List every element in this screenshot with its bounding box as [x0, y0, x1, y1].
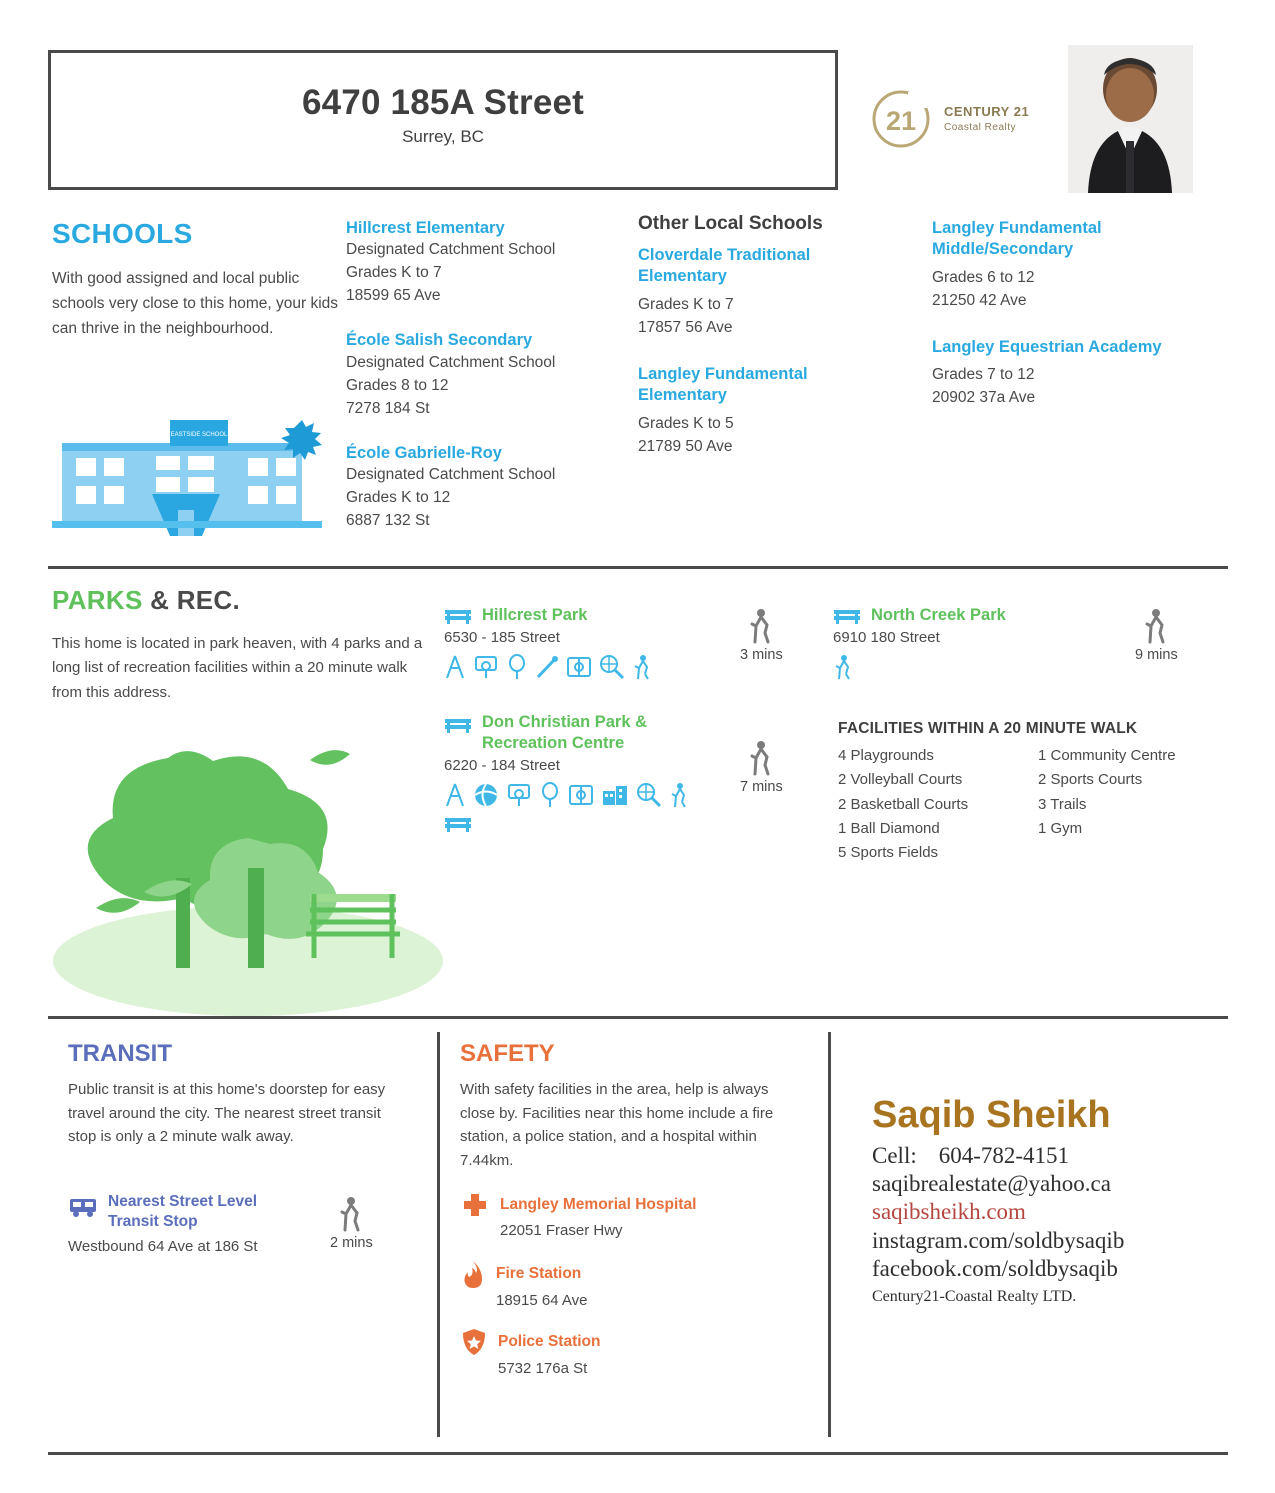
page-title: 6470 185A Street: [301, 83, 585, 122]
other-schools-heading: Other Local Schools: [638, 213, 823, 234]
school-address: 7278 184 St: [346, 399, 430, 417]
facility-item: 1 Community Centre: [1038, 747, 1176, 764]
agent-contact-block: [872, 1096, 1212, 1308]
tennis-court-icon: [599, 654, 625, 680]
school-name: École Gabrielle-Roy: [346, 443, 502, 462]
walk-minutes: 2 mins: [330, 1235, 373, 1251]
walk-time-donchristian: [740, 740, 783, 795]
transit-heading: TRANSIT: [68, 1040, 172, 1067]
school-address: 6887 132 St: [346, 511, 430, 529]
divider-schools-parks: [48, 566, 1228, 569]
school-illustration: [52, 398, 322, 548]
agent-website[interactable]: saqibsheikh.com: [872, 1198, 1026, 1224]
school-name: Langley Equestrian Academy: [932, 337, 1162, 356]
school-entry: [638, 364, 888, 459]
park-illustration: [48, 718, 448, 1018]
person-activity-icon: [833, 654, 853, 680]
cell-number[interactable]: 604-782-4151: [938, 1142, 1070, 1168]
facility-item: 3 Trails: [1038, 795, 1087, 813]
facilities-heading: FACILITIES WITHIN A 20 MINUTE WALK: [838, 720, 1138, 737]
agent-email[interactable]: saqibrealestate@yahoo.ca: [872, 1170, 1111, 1196]
park-amenity-icons: [833, 654, 1083, 680]
divider-parks-transit: [48, 1016, 1228, 1019]
facility-item: 4 Playgrounds: [838, 747, 934, 764]
parks-heading-bold: PARKS: [52, 585, 143, 615]
facility-item: 2 Basketball Courts: [838, 795, 969, 813]
facilities-column-left: [838, 744, 1038, 865]
park-address: 6910 180 Street: [833, 629, 940, 647]
basketball-hoop-icon: [506, 782, 532, 808]
school-entry: [932, 337, 1222, 410]
safety-entry-police: [462, 1328, 792, 1379]
parks-heading-rest: & REC.: [142, 585, 241, 615]
playground-icon: [444, 782, 466, 808]
school-address: 18599 65 Ave: [346, 287, 441, 305]
safety-intro: With safety facilities in the area, help is always close by. Facilities near this home include a fire station, a police station, and a hospital within 7.44km.: [460, 1081, 774, 1170]
transit-stop-address: Westbound 64 Ave at 186 St: [68, 1238, 258, 1256]
safety-facility-address: 5732 176a St: [498, 1360, 588, 1377]
school-name: Cloverdale Traditional Elementary: [638, 246, 811, 286]
volleyball-icon: [473, 782, 499, 808]
school-address: 21789 50 Ave: [638, 437, 733, 455]
school-name: Langley Fundamental Elementary: [638, 364, 808, 405]
school-entry: [638, 245, 888, 340]
school-grades: Grades K to 5: [638, 414, 734, 432]
bus-icon: [68, 1196, 98, 1218]
school-name: Hillcrest Elementary: [346, 219, 505, 237]
school-grades: Grades 6 to 12: [932, 268, 1035, 286]
tennis-racquet-icon: [539, 782, 561, 808]
park-amenity-icons: [444, 654, 694, 680]
school-grades: Grades K to 7: [638, 295, 734, 313]
cell-label: Cell:: [872, 1142, 917, 1168]
century21-logo: [870, 88, 1029, 150]
brand-name: CENTURY 21: [944, 104, 1030, 120]
agent-photo: [1068, 45, 1193, 193]
svg-text:EASTSIDE SCHOOL: EASTSIDE SCHOOL: [170, 432, 228, 438]
person-activity-icon: [632, 654, 652, 680]
parks-intro: This home is located in park heaven, with 4 parks and a long list of recreation facilities within a 20 minute walk from this address.: [52, 635, 423, 701]
park-name: Don Christian Park & Recreation Centre: [482, 713, 648, 753]
school-entry: [932, 218, 1222, 313]
address-header: [48, 50, 838, 190]
walking-person-icon: [748, 608, 774, 644]
school-entry: [346, 443, 616, 533]
transit-stop-entry: [68, 1192, 308, 1258]
school-address: 17857 56 Ave: [638, 318, 733, 336]
other-schools-column-right: [932, 218, 1222, 424]
hospital-cross-icon: [462, 1192, 488, 1218]
brand-sub: Coastal Realty: [944, 121, 1017, 133]
schools-heading: SCHOOLS: [52, 218, 193, 249]
walking-person-icon: [338, 1196, 364, 1232]
facility-item: 2 Volleyball Courts: [838, 771, 963, 789]
school-grades: Grades K to 12: [346, 488, 451, 506]
school-address: 20902 37a Ave: [932, 389, 1036, 407]
safety-facility-address: 22051 Fraser Hwy: [500, 1222, 623, 1239]
school-grades: Grades 7 to 12: [932, 366, 1035, 384]
facility-item: 1 Gym: [1038, 819, 1083, 837]
other-schools-column-left: [638, 213, 888, 473]
transit-intro: Public transit is at this home's doorstep for easy travel around the city. The nearest street transit stop is only a 2 minute walk away.: [68, 1081, 386, 1146]
facilities-list: [838, 744, 1238, 865]
school-designation: Designated Catchment School: [346, 353, 556, 371]
walk-minutes: 3 mins: [740, 647, 783, 663]
tennis-court-icon: [636, 782, 662, 808]
park-address: 6530 - 185 Street: [444, 629, 560, 647]
park-name: Hillcrest Park: [482, 606, 588, 624]
school-name: Langley Fundamental Middle/Secondary: [932, 219, 1102, 259]
safety-entry-hospital: [462, 1192, 792, 1241]
flame-icon: [462, 1260, 484, 1288]
facility-item: 2 Sports Courts: [1038, 771, 1143, 789]
transit-stop-title: Nearest Street Level Transit Stop: [108, 1193, 258, 1231]
school-grades: Grades K to 7: [346, 264, 442, 282]
bench-icon: [444, 607, 472, 625]
catchment-schools-column: [346, 218, 616, 547]
school-name: École Salish Secondary: [346, 331, 533, 350]
shield-badge-icon: [462, 1328, 486, 1356]
school-address: 21250 42 Ave: [932, 291, 1027, 309]
page-subtitle: Surrey, BC: [402, 127, 484, 146]
tennis-racquet-icon: [506, 654, 528, 680]
school-entry: [346, 330, 616, 420]
park-entry-northcreek: [833, 605, 1093, 680]
divider-transit-safety: [437, 1032, 440, 1437]
agent-facebook[interactable]: facebook.com/soldbysaqib: [872, 1255, 1118, 1281]
park-address: 6220 - 184 Street: [444, 757, 560, 775]
safety-facility-address: 18915 64 Ave: [496, 1292, 588, 1309]
park-entry-hillcrest: [444, 605, 714, 680]
playground-icon: [444, 654, 466, 680]
basketball-hoop-icon: [473, 654, 499, 680]
walk-minutes: 9 mins: [1135, 647, 1178, 663]
bat-icon: [535, 654, 559, 680]
park-bench-amenity-icon: [444, 815, 472, 833]
divider-footer: [48, 1452, 1228, 1455]
bench-icon: [444, 716, 472, 734]
agent-cell-row: [872, 1142, 1212, 1170]
walk-minutes: 7 mins: [740, 779, 783, 795]
safety-facility-name: Police Station: [498, 1332, 601, 1350]
divider-safety-contact: [828, 1032, 831, 1437]
brokerage-name: Century21-Coastal Realty LTD.: [872, 1287, 1077, 1305]
walk-time-hillcrest: [740, 608, 783, 663]
sports-field-icon: [566, 655, 592, 679]
park-entry-donchristian: [444, 712, 734, 833]
agent-instagram[interactable]: instagram.com/soldbysaqib: [872, 1227, 1125, 1253]
sports-field-icon: [568, 783, 594, 807]
agent-name: Saqib Sheikh: [872, 1094, 1111, 1136]
safety-heading: SAFETY: [460, 1040, 555, 1067]
school-entry: [346, 218, 616, 308]
facility-item: 5 Sports Fields: [838, 844, 939, 862]
walk-time-transit: [330, 1196, 373, 1251]
bench-icon: [833, 607, 861, 625]
walking-person-icon: [1143, 608, 1169, 644]
facility-item: 1 Ball Diamond: [838, 819, 940, 837]
school-grades: Grades 8 to 12: [346, 376, 449, 394]
park-amenity-icons: [444, 782, 694, 833]
safety-facility-name: Langley Memorial Hospital: [500, 1195, 697, 1213]
century21-mark-icon: [870, 88, 932, 150]
svg-text:21: 21: [885, 106, 917, 136]
school-designation: Designated Catchment School: [346, 465, 556, 483]
park-name: North Creek Park: [871, 606, 1006, 624]
safety-entry-fire: [462, 1260, 792, 1311]
person-activity-icon: [669, 782, 689, 808]
school-designation: Designated Catchment School: [346, 241, 556, 259]
schools-intro: With good assigned and local public schools very close to this home, your kids can thrive in the neighbourhood.: [52, 270, 339, 338]
century21-wordmark: [944, 104, 1029, 134]
facilities-column-right: [1038, 744, 1238, 865]
walk-time-northcreek: [1135, 608, 1178, 663]
walking-person-icon: [748, 740, 774, 776]
safety-facility-name: Fire Station: [496, 1264, 582, 1282]
community-centre-icon: [601, 783, 629, 807]
parks-heading: [52, 585, 240, 616]
